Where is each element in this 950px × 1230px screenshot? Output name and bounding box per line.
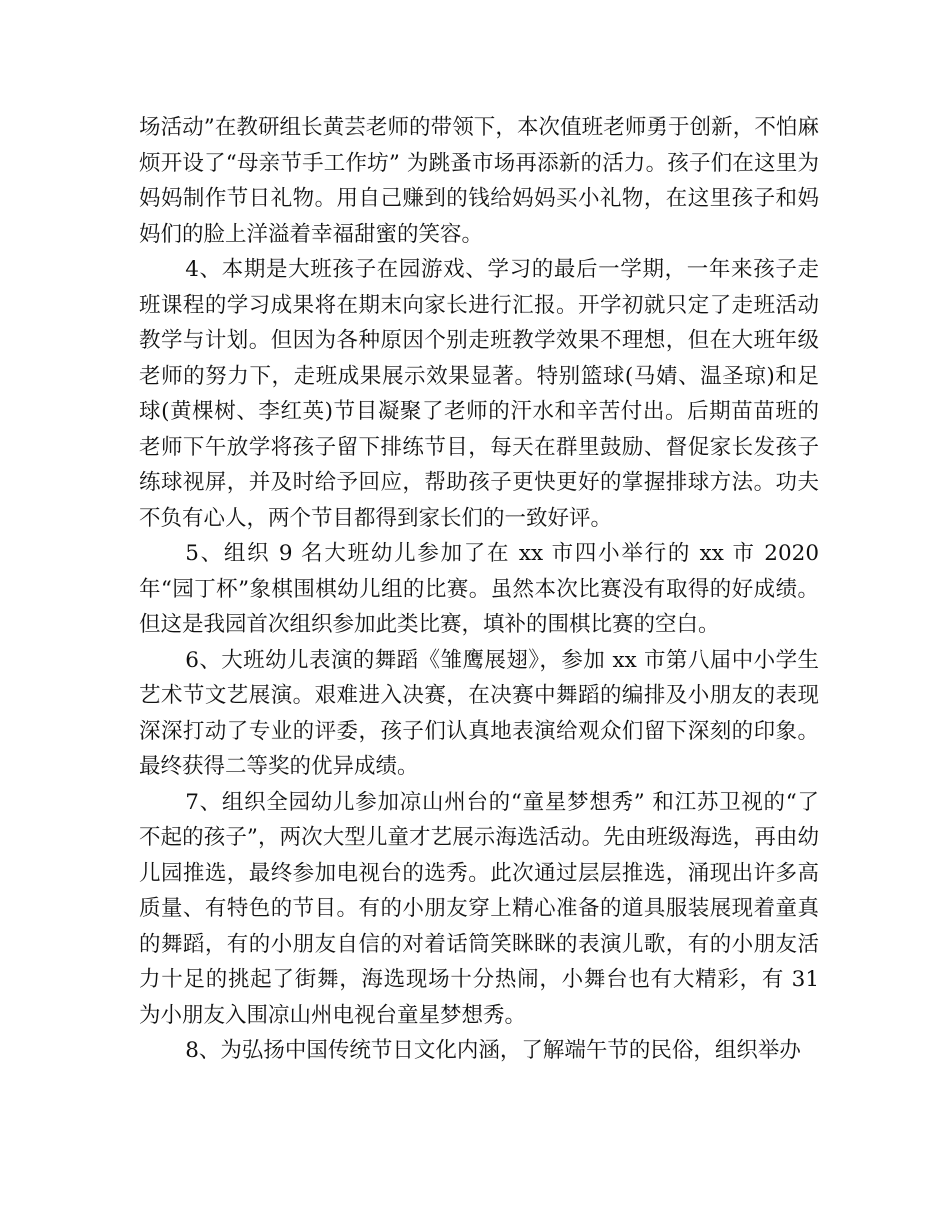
paragraph-item-7: 7、组织全园幼儿参加凉山州台的“童星梦想秀” 和江苏卫视的“了不起的孩子”，两次大型儿童才艺展示海选活动。先由班级海选，再由幼儿园推选，最终参加电视台的选秀。此次通过层层推选，涌现出许多高质量、有特色的节目。有的小朋友穿上精心准备的道具服装展现着童真的舞蹈，有的小朋友自信的对着话筒笑眯眯的表演儿歌，有的小朋友活力十足的挑起了街舞，海选现场十分热闹，小舞台也有大精彩，有 31 为小朋友入围凉山州电视台童星梦想秀。: [139, 789, 819, 1028]
paragraph-item-8: 8、为弘扬中国传统节日文化内涵，了解端午节的民俗，组织举办: [185, 1038, 801, 1063]
paragraph-item-4: 4、本期是大班孩子在园游戏、学习的最后一学期，一年来孩子走班课程的学习成果将在期末向家长进行汇报。开学初就只定了走班活动教学与计划。但因为各种原因个别走班教学效果不理想，但在大班年级老师的努力下，走班成果展示效果显著。特别篮球(马婧、温圣琼)和足球(黄棵树、李红英)节目凝聚了老师的汗水和辛苦付出。后期苗苗班的老师下午放学将孩子留下排练节目，每天在群里鼓励、督促家长发孩子练球视屏，并及时给予回应，帮助孩子更快更好的掌握排球方法。功夫不负有心人，两个节目都得到家长们的一致好评。: [139, 257, 819, 531]
paragraph-item-6: 6、大班幼儿表演的舞蹈《雏鹰展翅》，参加 xx 市第八届中小学生艺术节文艺展演。艰难进入决赛，在决赛中舞蹈的编排及小朋友的表现深深打动了专业的评委，孩子们认真地表演给观众们留下深刻的印象。最终获得二等奖的优异成绩。: [139, 647, 819, 779]
paragraph-continuation: 场活动”在教研组长黄芸老师的带领下，本次值班老师勇于创新，不怕麻烦开设了“母亲节手工作坊” 为跳蚤市场再添新的活力。孩子们在这里为妈妈制作节日礼物。用自己赚到的钱给妈妈买小礼物，在这里孩子和妈妈们的脸上洋溢着幸福甜蜜的笑容。: [139, 115, 819, 247]
paragraph-item-5: 5、组织 9 名大班幼儿参加了在 xx 市四小举行的 xx 市 2020 年“园丁杯”象棋围棋幼儿组的比赛。虽然本次比赛没有取得的好成绩。但这是我园首次组织参加此类比赛，填补的围棋比赛的空白。: [139, 541, 819, 637]
document-body: [139, 110, 819, 1069]
